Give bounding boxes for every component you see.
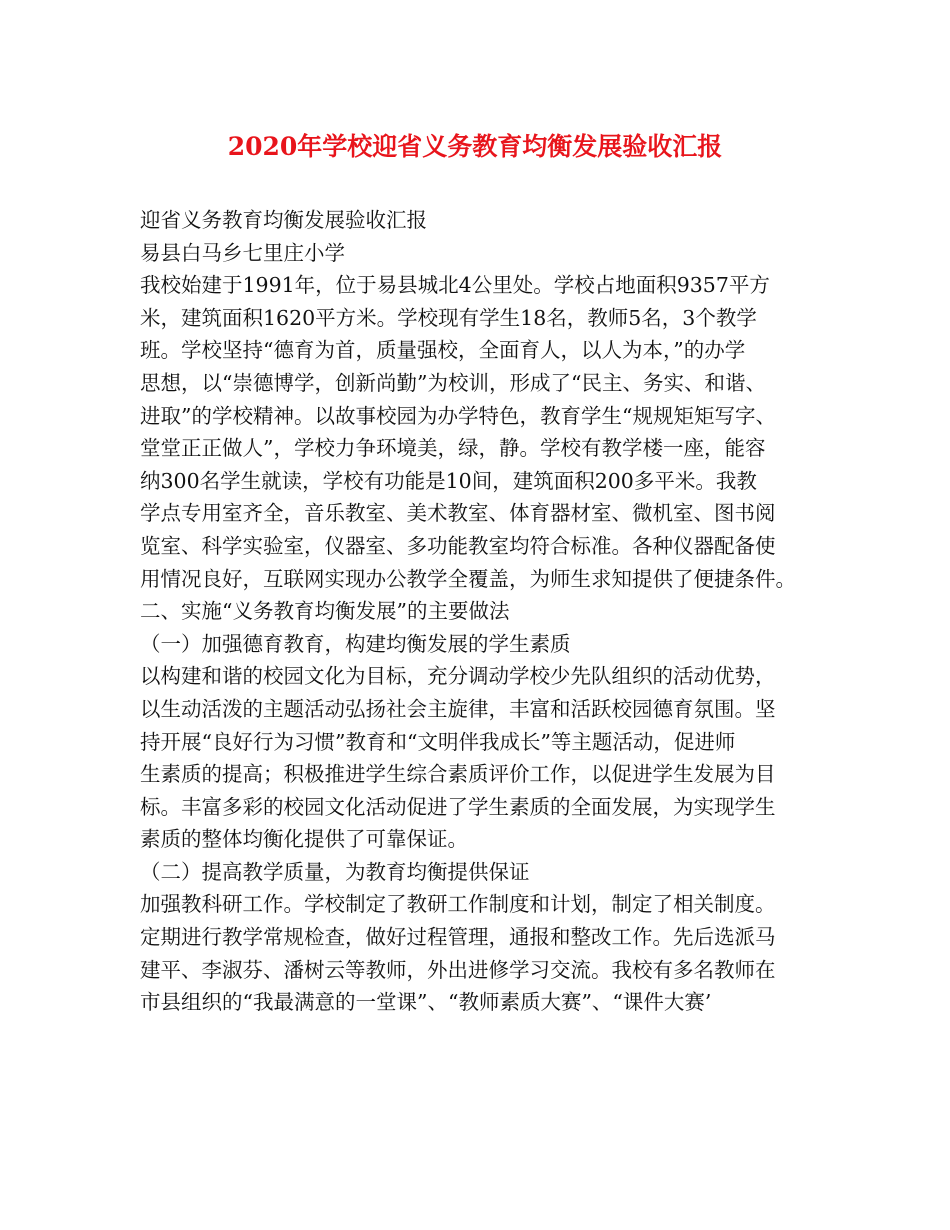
body-line: 生素质的提高；积极推进学生综合素质评价工作，以促进学生发展为目 <box>140 762 776 787</box>
body-line: 纳300名学生就读，学校有功能是10间，建筑面积200多平米。我教 <box>140 468 757 493</box>
document-title: 2020年学校迎省义务教育均衡发展验收汇报 <box>227 132 723 161</box>
body-line: 标。丰富多彩的校园文化活动促进了学生素质的全面发展，为实现学生 <box>140 794 776 819</box>
body-line: 我校始建于1991年，位于易县城北4公里处。学校占地面积9357平方 <box>140 273 770 298</box>
body-line: 米，建筑面积1620平方米。学校现有学生18名，教师5名，3个教学 <box>140 305 757 330</box>
body-line: （一）加强德育教育，构建均衡发展的学生素质 <box>140 631 571 656</box>
body-line: 思想，以“崇德博学，创新尚勤”为校训，形成了“民主、务实、和谐、 <box>140 370 766 395</box>
body-line: 二、实施“义务教育均衡发展”的主要做法 <box>140 599 510 624</box>
body-line: 迎省义务教育均衡发展验收汇报 <box>140 208 427 232</box>
body-line: 易县白马乡七里庄小学 <box>140 240 345 265</box>
body-line: （二）提高教学质量，为教育均衡提供保证 <box>140 859 530 884</box>
body-line: 览室、科学实验室，仪器室、多功能教室均符合标准。各种仪器配备使 <box>140 533 776 558</box>
body-line: 以生动活泼的主题活动弘扬社会主旋律，丰富和活跃校园德育氛围。坚 <box>140 696 776 721</box>
body-line: 以构建和谐的校园文化为目标，充分调动学校少先队组织的活动优势， <box>140 664 776 689</box>
body-line: 定期进行教学常规检查，做好过程管理，通报和整改工作。先后选派马 <box>140 925 776 950</box>
body-line: 市县组织的“我最满意的一堂课”、“教师素质大赛”、“课件大赛’ <box>140 990 712 1015</box>
body-line: 加强教科研工作。学校制定了教研工作制度和计划，制定了相关制度。 <box>140 892 776 917</box>
body-line: 堂堂正正做人”，学校力争环境美，绿，静。学校有教学楼一座，能容 <box>140 436 766 461</box>
document-body <box>140 204 840 1019</box>
body-line: 学点专用室齐全，音乐教室、美术教室、体育器材室、微机室、图书阅 <box>140 501 776 526</box>
body-line: 班。学校坚持“德育为首，质量强校，全面育人，以人为本，”的办学 <box>140 338 746 363</box>
body-line: 持开展“良好行为习惯”教育和“文明伴我成长”等主题活动，促进师 <box>140 729 736 754</box>
body-line: 素质的整体均衡化提供了可靠保证。 <box>140 827 468 852</box>
body-line: 用情况良好，互联网实现办公教学全覆盖，为师生求知提供了便捷条件。 <box>140 566 796 591</box>
body-line: 建平、李淑芬、潘树云等教师，外出进修学习交流。我校有多名教师在 <box>140 957 776 982</box>
body-line: 进取”的学校精神。以故事校园为办学特色，教育学生“规规矩矩写字、 <box>140 403 776 428</box>
